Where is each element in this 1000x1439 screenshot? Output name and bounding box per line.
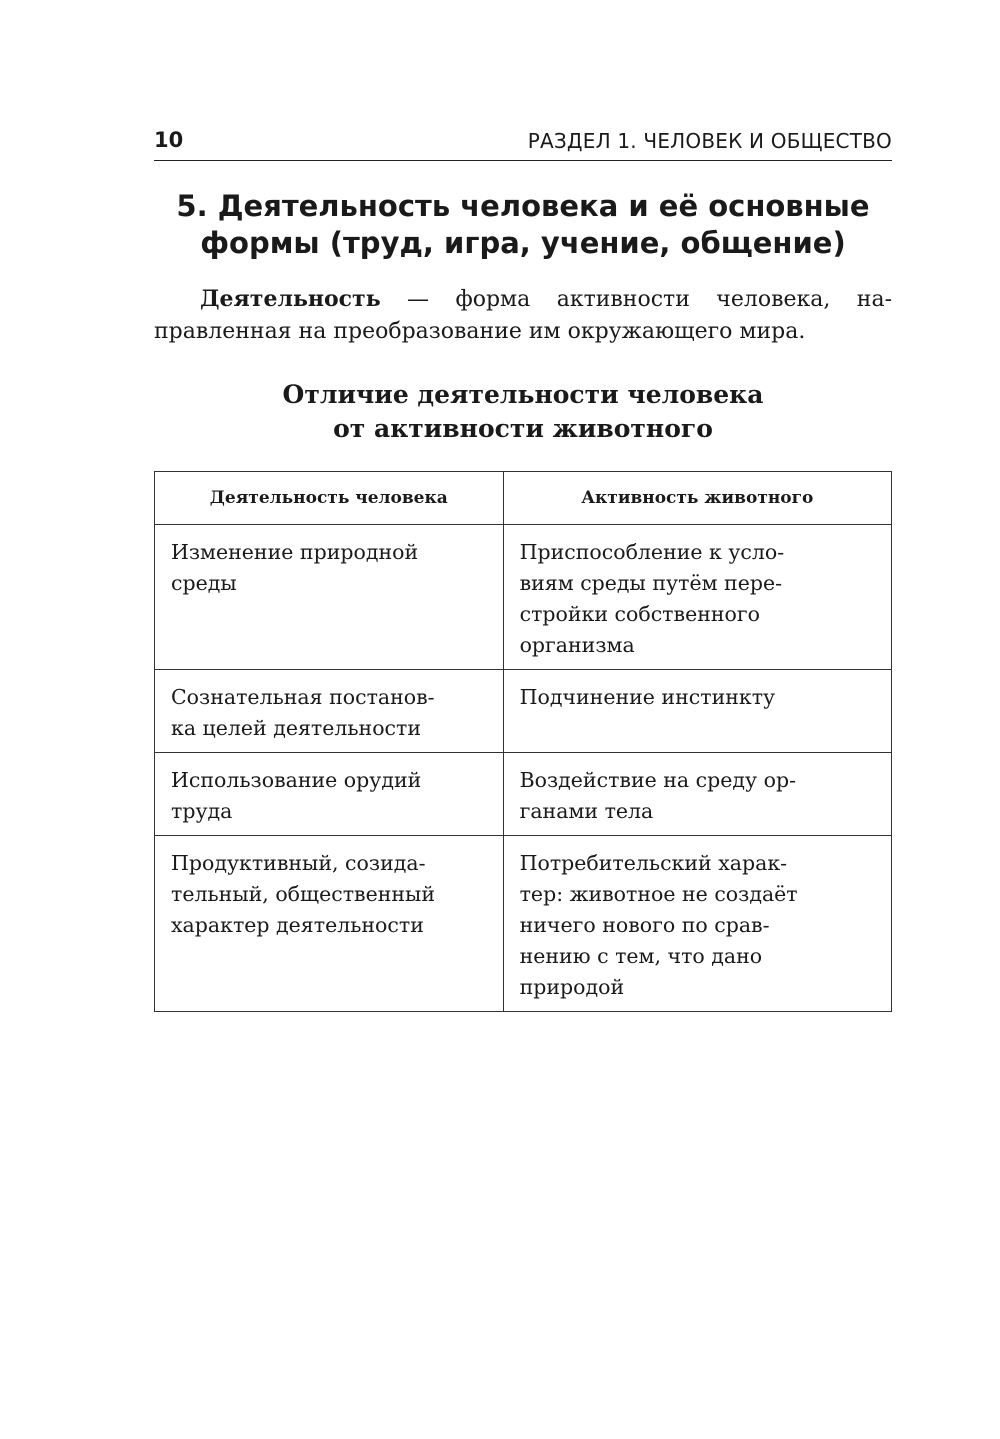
cell-line: виям среды путём пере-	[519, 571, 783, 595]
table-row	[155, 753, 892, 836]
page-header	[154, 124, 892, 161]
section-title-line: 5. Деятельность человека и её основные	[176, 189, 870, 223]
running-head: РАЗДЕЛ 1. ЧЕЛОВЕК И ОБЩЕСТВО	[527, 129, 892, 153]
cell-line: Потребительский харак-	[519, 851, 788, 875]
page-number: 10	[154, 128, 184, 152]
definition-text: — форма активности человека, на-	[380, 287, 892, 312]
cell-line: ничего нового по срав-	[519, 913, 770, 937]
cell-line: труда	[171, 799, 233, 823]
cell-line: тер: животное не создаёт	[519, 882, 798, 906]
cell-line: характер деятельности	[171, 913, 424, 937]
cell-line: ганами тела	[519, 799, 654, 823]
table-cell-animal	[503, 753, 891, 836]
cell-line: тельный, общественный	[171, 882, 436, 906]
cell-line: среды	[171, 571, 237, 595]
cell-line: Использование орудий	[171, 768, 422, 792]
cell-line: природой	[519, 975, 625, 999]
definition-term: Деятельность	[200, 286, 381, 312]
definition-line-1	[154, 283, 892, 316]
table-row	[155, 525, 892, 670]
table-cell-human	[155, 836, 504, 1012]
table-title-line: от активности животного	[333, 414, 713, 443]
definition-line-2: правленная на преобразование им окружающего мира.	[154, 319, 806, 344]
table-cell-animal	[503, 670, 891, 753]
cell-line: Сознательная постанов-	[171, 685, 435, 709]
cell-line: организма	[519, 633, 635, 657]
table-cell-human	[155, 670, 504, 753]
cell-line: стройки собственного	[519, 602, 760, 626]
column-header-animal: Активность животного	[503, 472, 891, 525]
table-cell-human	[155, 753, 504, 836]
cell-line: Приспособление к усло-	[519, 540, 785, 564]
table-row	[155, 670, 892, 753]
cell-line: нению с тем, что дано	[519, 944, 763, 968]
definition-paragraph	[154, 283, 892, 348]
table-cell-human	[155, 525, 504, 670]
table-cell-animal	[503, 525, 891, 670]
section-title-line: формы (труд, игра, учение, общение)	[200, 226, 846, 260]
table-row	[155, 836, 892, 1012]
cell-line: ка целей деятельности	[171, 716, 422, 740]
cell-line: Подчинение инстинкту	[519, 685, 776, 709]
table-title-line: Отличие деятельности человека	[282, 380, 764, 409]
table-cell-animal	[503, 836, 891, 1012]
cell-line: Воздействие на среду ор-	[519, 768, 797, 792]
table-header-row	[155, 472, 892, 525]
column-header-human: Деятельность человека	[155, 472, 504, 525]
table-title	[154, 378, 892, 446]
comparison-table	[154, 471, 892, 1012]
section-title	[154, 188, 892, 262]
cell-line: Изменение природной	[171, 540, 419, 564]
cell-line: Продуктивный, созида-	[171, 851, 426, 875]
